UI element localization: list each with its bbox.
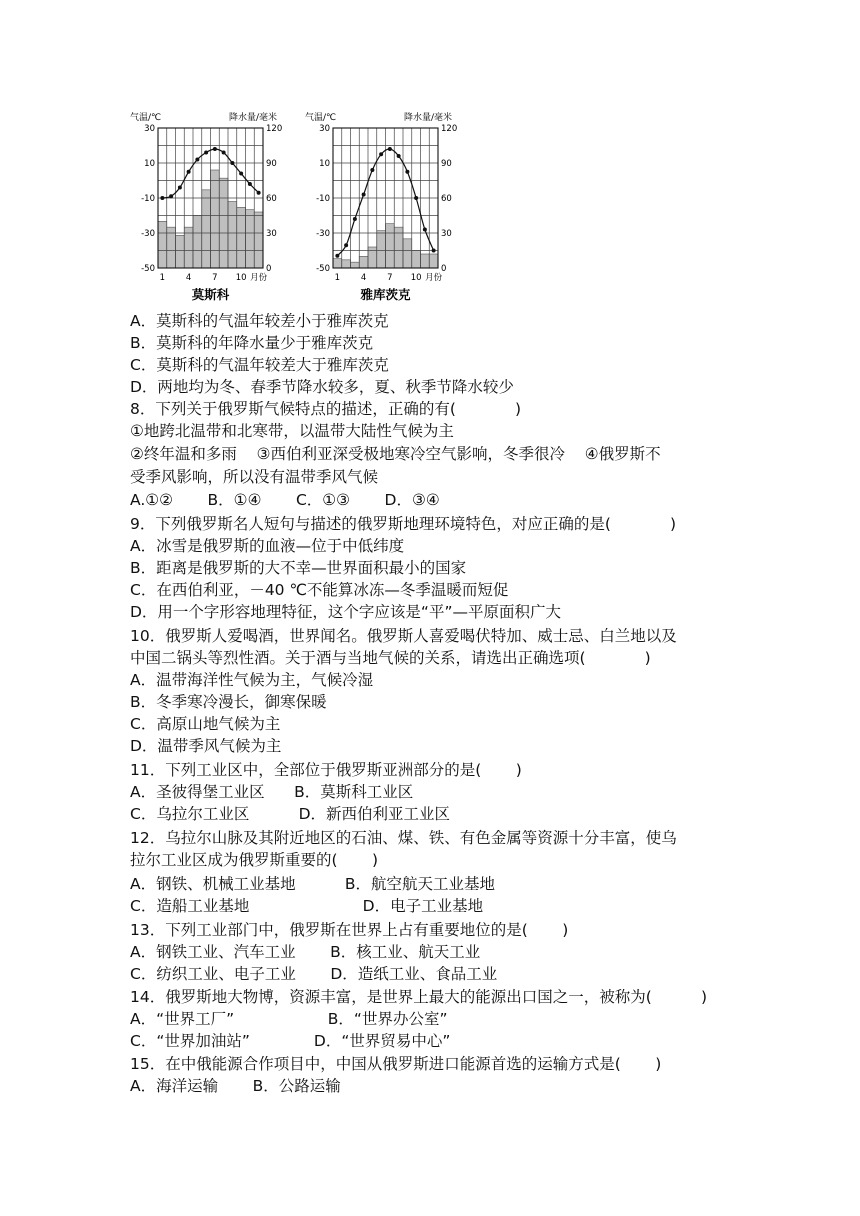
temperature-point [414,196,418,200]
precipitation-bar [237,207,246,268]
left-axis-label: 气温/℃ [130,113,162,123]
temperature-point [204,151,208,155]
precipitation-bar [359,256,368,268]
precipitation-tick-label: 120 [266,124,283,134]
text-line: C．纺织工业、电子工业 D．造纸工业、食品工业 [130,965,498,983]
left-axis-label: 气温/℃ [305,113,337,123]
precipitation-tick-label: 30 [266,229,277,239]
text-line: 14．俄罗斯地大物博，资源丰富，是世界上最大的能源出口国之一，被称为( ) [130,988,708,1006]
temperature-point [169,194,173,198]
precipitation-bar [228,202,237,269]
precipitation-bar [158,221,167,268]
text-line: C．造船工业基地 D．电子工业基地 [130,897,484,915]
temperature-point [388,147,392,151]
text-line: 11．下列工业区中，全部位于俄罗斯亚洲部分的是( ) [130,761,522,779]
text-line: C．在西伯利亚，－40 ℃不能算冰冻—冬季温暖而短促 [130,581,509,599]
precipitation-bar [254,212,263,268]
right-axis-label: 降水量/毫米 [228,113,277,123]
temperature-tick-label: 10 [319,159,330,169]
temperature-point [344,243,348,247]
text-line: D．用一个字形容地理特征，这个字应该是“平”—平原面积广大 [130,603,561,621]
chart-title: 雅库茨克 [360,287,411,302]
climate-charts [128,108,458,304]
temperature-point [257,191,261,195]
text-line: A．钢铁工业、汽车工业 B．核工业、航天工业 [130,943,481,961]
precipitation-tick-label: 0 [441,264,447,274]
precipitation-bar [342,260,351,268]
precipitation-bar [403,239,412,268]
text-line: C．高原山地气候为主 [130,715,281,733]
temperature-tick-label: 30 [319,124,330,134]
temperature-point [187,170,191,174]
month-tick-label: 7 [212,273,218,283]
text-line: A．钢铁、机械工业基地 B．航空航天工业基地 [130,875,496,893]
temperature-point [160,196,164,200]
precipitation-tick-label: 30 [441,229,452,239]
precipitation-tick-label: 60 [266,194,277,204]
text-line: ②终年温和多雨 ③西伯利亚深受极地寒冷空气影响，冬季很冷 ④俄罗斯不 [130,445,661,463]
temperature-point [353,217,357,221]
precipitation-bar [421,254,430,268]
text-line: ①地跨北温带和北寒带，以温带大陆性气候为主 [130,422,454,440]
precipitation-bar [351,262,360,268]
temperature-tick-label: 30 [144,124,155,134]
month-tick-label: 10 [235,273,247,283]
precipitation-bar [333,259,342,268]
temperature-tick-label: -30 [316,229,330,239]
month-tick-label: 7 [387,273,393,283]
temperature-point [335,254,339,258]
text-line: 中国二锅头等烈性酒。关于酒与当地气候的关系，请选出正确选项( ) [130,649,651,667]
text-line: C．乌拉尔工业区 D．新西伯利亚工业区 [130,805,451,823]
precipitation-bar [202,190,211,268]
temperature-point [405,170,409,174]
precipitation-tick-label: 90 [266,159,277,169]
yakutsk-climate-chart [305,111,457,302]
temperature-point [239,172,243,176]
temperature-tick-label: -10 [316,194,330,204]
month-tick-label: 10 [410,273,422,283]
precipitation-bar [386,224,395,268]
month-tick-label: 4 [185,273,192,283]
x-axis-label: 月份 [425,273,443,283]
temperature-point [423,228,427,232]
precipitation-bar [193,216,202,269]
text-line: C．“世界加油站” D．“世界贸易中心” [130,1032,451,1050]
text-line: 受季风影响，所以没有温带季风气候 [130,468,379,486]
text-line: 13．下列工业部门中，俄罗斯在世界上占有重要地位的是( ) [130,921,569,939]
temperature-point [432,249,436,253]
precipitation-tick-label: 90 [441,159,452,169]
text-line: A．圣彼得堡工业区 B．莫斯科工业区 [130,783,414,801]
precipitation-bar [246,210,255,268]
precipitation-bar [377,231,386,268]
text-line: B．莫斯科的年降水量少于雅库茨克 [130,334,374,352]
text-line: 9．下列俄罗斯名人短句与描述的俄罗斯地理环境特色，对应正确的是( ) [130,515,677,533]
temperature-point [248,182,252,186]
temperature-point [370,168,374,172]
right-axis-label: 降水量/毫米 [403,113,452,123]
temperature-point [178,186,182,190]
text-line: B．距离是俄罗斯的大不幸—世界面积最小的国家 [130,559,467,577]
text-line: A．“世界工厂” B．“世界办公室” [130,1010,448,1028]
text-line: D．温带季风气候为主 [130,737,282,755]
temperature-tick-label: -50 [141,264,155,274]
text-line: B．冬季寒冷漫长，御寒保暖 [130,693,327,711]
temperature-point [362,193,366,197]
chart-title: 莫斯科 [191,287,230,302]
precipitation-tick-label: 0 [266,264,272,274]
month-tick-label: 1 [334,273,341,283]
temperature-point [195,158,199,162]
precipitation-tick-label: 60 [441,194,452,204]
text-line: D．两地均为冬、春季节降水较多，夏、秋季节降水较少 [130,378,514,396]
text-line: C．莫斯科的气温年较差大于雅库茨克 [130,356,389,374]
moscow-climate-chart [130,111,282,302]
temperature-tick-label: 10 [144,159,155,169]
text-line: 12．乌拉尔山脉及其附近地区的石油、煤、铁、有色金属等资源十分丰富，使乌 [130,829,677,847]
text-line: A.①② B．①④ C．①③ D．③④ [130,491,440,509]
temperature-tick-label: -10 [141,194,155,204]
precipitation-bar [429,254,438,268]
text-line: A．莫斯科的气温年较差小于雅库茨克 [130,312,389,330]
temperature-point [397,154,401,158]
text-line: 拉尔工业区成为俄罗斯重要的( ) [130,851,379,869]
climate-charts-svg [128,108,458,304]
precipitation-bar [219,178,228,268]
text-line: A．温带海洋性气候为主，气候冷湿 [130,671,374,689]
x-axis-label: 月份 [250,273,268,283]
month-tick-label: 4 [360,273,367,283]
temperature-point [379,152,383,156]
precipitation-bar [176,235,185,268]
temperature-point [222,151,226,155]
precipitation-bar [412,251,421,269]
text-line: A．冰雪是俄罗斯的血液—位于中低纬度 [130,537,405,555]
precipitation-bar [211,170,220,268]
temperature-point [230,161,234,165]
temperature-tick-label: -50 [316,264,330,274]
text-line: 15．在中俄能源合作项目中，中国从俄罗斯进口能源首选的运输方式是( ) [130,1055,662,1073]
text-line: 8．下列关于俄罗斯气候特点的描述，正确的有( ) [130,400,522,418]
month-tick-label: 1 [159,273,166,283]
temperature-tick-label: -30 [141,229,155,239]
text-line: A．海洋运输 B．公路运输 [130,1077,341,1095]
text-line: 10．俄罗斯人爱喝酒，世界闻名。俄罗斯人喜爱喝伏特加、威士忌、白兰地以及 [130,627,677,645]
precipitation-tick-label: 120 [441,124,458,134]
temperature-point [213,147,217,151]
